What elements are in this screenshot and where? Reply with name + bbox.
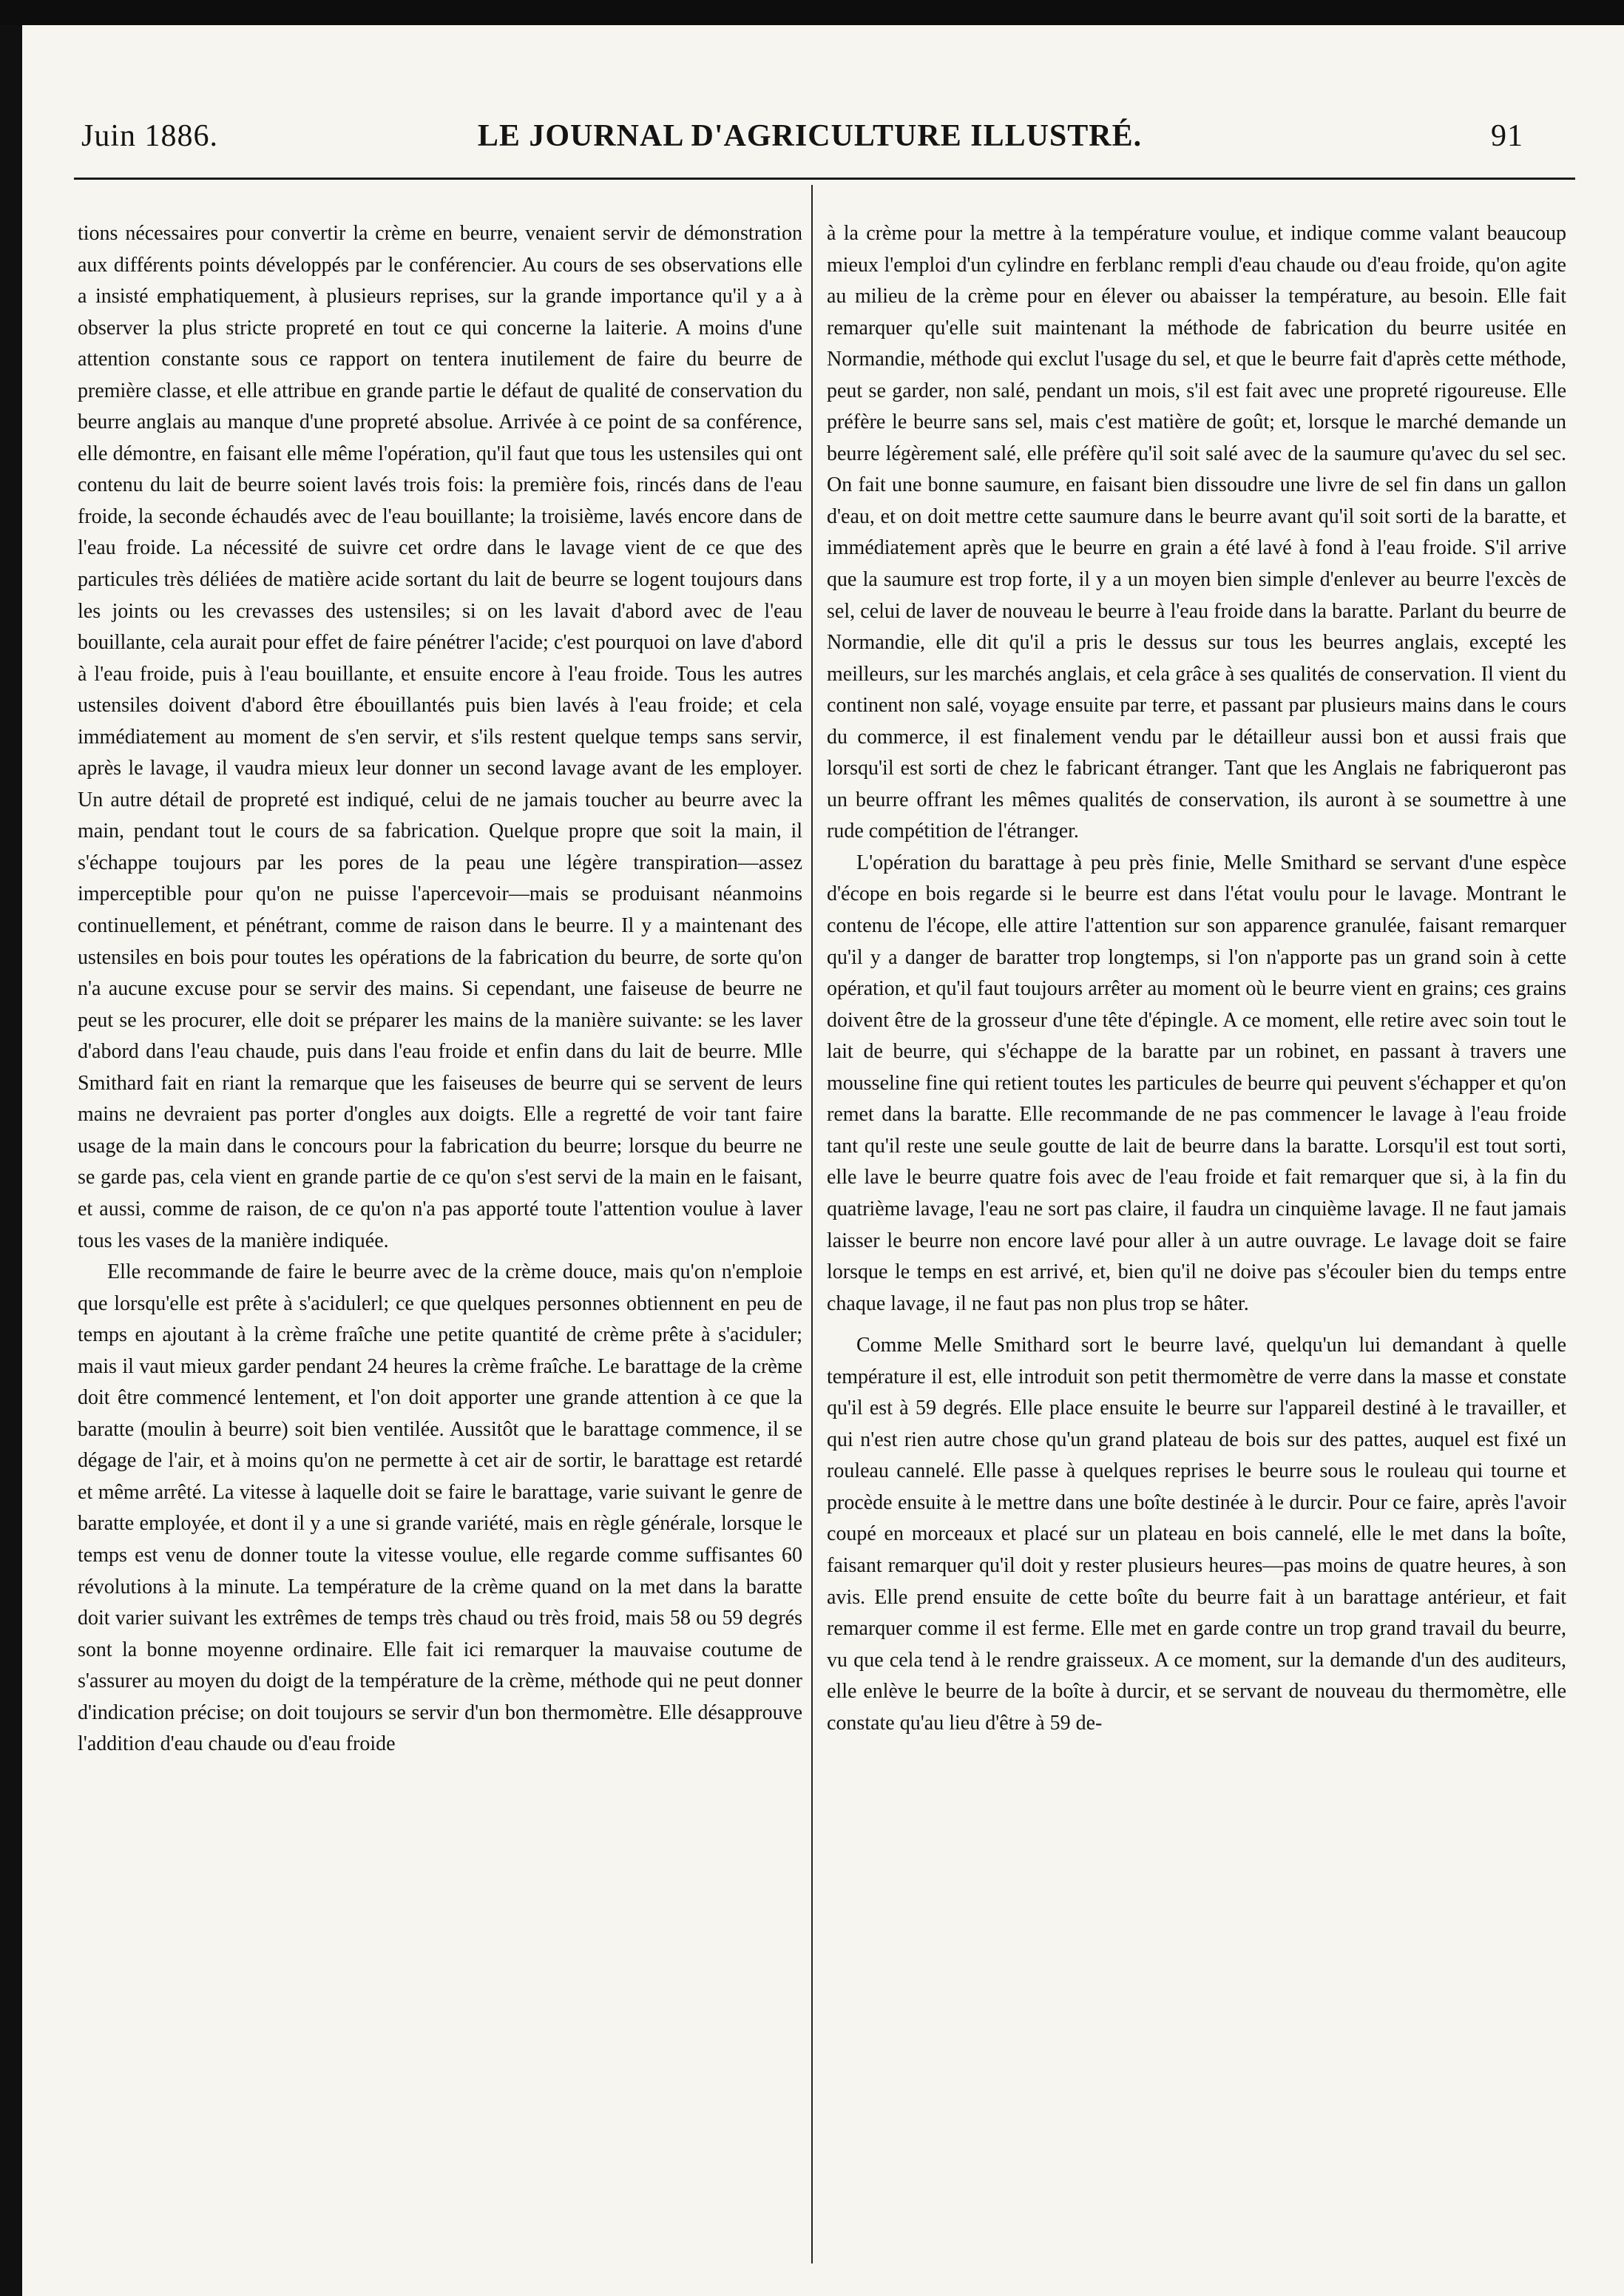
journal-title: LE JOURNAL D'AGRICULTURE ILLUSTRÉ. [477, 119, 1143, 153]
right-paragraph-3: Comme Melle Smithard sort le beurre lavé, quelqu'un lui demandant à quelle température il est, elle introduit son petit thermomètre de verre dans la masse et constate qu'il est à 59 degrés. Elle place ensuite le beurre sur l'appareil destiné à le travailler, et qui n'est rien autre chose qu'un grand plateau de bois sur des pattes, auquel est fixé un rouleau cannelé. Elle passe à quelques reprises le beurre sous le rouleau qui tourne et procède ensuite à le mettre dans une boîte destinée à le durcir. Pour ce faire, après l'avoir coupé en morceaux et placé sur un plateau en bois cannelé, elle le met dans la boîte, faisant remarquer qu'il doit y rester plusieurs heures—pas moins de quatre heures, à son avis. Elle prend ensuite de cette boîte du beurre fait à un barattage antérieur, et fait remarquer comme il est ferme. Elle met en garde contre un trop grand travail du beurre, vu que cela tend à le rendre graisseux. A ce moment, sur la demande d'un des auditeurs, elle enlève le beurre de la boîte à durcir, et se servant de nouveau du thermomètre, elle constate qu'au lieu d'être à 59 de- [827, 1334, 1566, 1735]
column-divider [811, 185, 813, 2263]
left-column [78, 218, 802, 2252]
right-paragraph-2: L'opération du barattage à peu près finie, Melle Smithard se servant d'une espèce d'écope en bois regarde si le beurre est dans l'état voulu pour le lavage. Montrant le contenu de l'écope, elle attire l'attention sur son apparence granulée, faisant remarquer qu'il y a danger de baratter trop longtemps, si l'on n'apporte pas un grand soin à cette opération, et qu'il faut toujours arrêter au moment où le beurre vient en grains; ces grains doivent être de la grosseur d'une tête d'épingle. A ce moment, elle retire avec soin tout le lait de beurre, qui s'échappe de la baratte par un robinet, en passant à travers une mousseline fine qui retient toutes les particules de beurre qui peuvent s'échapper et qu'on remet dans la baratte. Elle recommande de ne pas commencer le lavage à l'eau froide tant qu'il reste une seule goutte de lait de beurre dans la baratte. Lorsqu'il est tout sorti, elle lave le beurre quatre fois avec de l'eau froide et fait remarquer que si, à la fin du quatrième lavage, l'eau ne sort pas claire, il faudra un cinquième lavage. Il ne faut jamais laisser le beurre non encore lavé pour aller à un autre ouvrage. Le lavage doit se faire lorsque le temps en est arrivé, et, bien qu'il ne doive pas s'écouler bien du temps entre chaque lavage, il ne faut pas non plus trop se hâter. [827, 851, 1566, 1315]
left-paragraph-2: Elle recommande de faire le beurre avec de la crème douce, mais qu'on n'emploie que lorsqu'elle est prête à s'acidulerl; ce que quelques personnes obtiennent en peu de temps en ajoutant à la crème fraîche une petite quantité de crème prête à s'aciduler; mais il vaut mieux garder pendant 24 heures la crème fraîche. Le barattage de la crème doit être commencé lentement, et l'on doit apporter une grande attention à ce que la baratte (moulin à beurre) soit bien ventilée. Aussitôt que le barattage commence, il se dégage de l'air, et à moins qu'on ne permette à cet air de sortir, le barattage est retardé et même arrêté. La vitesse à laquelle doit se faire le barattage, varie suivant le genre de baratte employée, et dont il y a une si grande variété, mais en règle générale, lorsque le temps est venu de donner toute la vitesse voulue, elle regarde comme suffisantes 60 révolutions à la minute. La température de la crème quand on la met dans la baratte doit varier suivant les extrêmes de temps très chaud ou très froid, mais 58 ou 59 degrés sont la bonne moyenne ordinaire. Elle fait ici remarquer la mauvaise coutume de s'assurer au moyen du doigt de la température de la crème, méthode qui ne peut donner d'indication précise; on doit toujours se servir d'un bon thermomètre. Elle désapprouve l'addition d'eau chaude ou d'eau froide [78, 1260, 802, 1756]
issue-date: Juin 1886. [81, 119, 219, 153]
page-number: 91 [1491, 119, 1523, 153]
right-paragraph-1: à la crème pour la mettre à la température voulue, et indique comme valant beaucoup mieux l'emploi d'un cylindre en ferblanc rempli d'eau chaude ou d'eau froide, qu'on agite au milieu de la crème pour en élever ou abaisser la température, au besoin. Elle fait remarquer qu'elle suit maintenant la méthode de fabrication du beurre usitée en Normandie, méthode qui exclut l'usage du sel, et que le beurre fait d'après cette méthode, peut se garder, non salé, pendant un mois, s'il est fait avec une propreté rigoureuse. Elle préfère le beurre sans sel, mais c'est matière de goût; et, lorsque le marché demande un beurre légèrement salé, elle préfère qu'il soit salé avec de la saumure qu'avec du sel sec. On fait une bonne saumure, en faisant bien dissoudre une livre de sel fin dans un gallon d'eau, et on doit mettre cette saumure dans le beurre avant qu'il soit sorti de la baratte, et immédiatement après que le beurre en grain a été lavé à fond à l'eau froide. S'il arrive que la saumure est trop forte, il y a un moyen bien simple d'enlever au beurre l'excès de sel, celui de laver de nouveau le beurre à l'eau froide dans la baratte. Parlant du beurre de Normandie, elle dit qu'il a pris le dessus sur tous les beurres anglais, excepté les meilleurs, sur les marchés anglais, et cela grâce à ses qualités de conservation. Il vient du continent non salé, voyage ensuite par terre, et passant par plusieurs mains dans le cours du commerce, il est finalement vendu par le détailleur aussi bon et aussi frais que lorsqu'il est sorti de chez le fabricant étranger. Tant que les Anglais ne fabriqueront pas un beurre offrant les mêmes qualités de conservation, ils auront à se soumettre à une rude compétition de l'étranger. [827, 222, 1566, 843]
top-scan-border [0, 0, 1624, 25]
page-header [52, 118, 1568, 163]
right-column [827, 218, 1566, 2252]
header-rule [74, 178, 1575, 180]
left-scan-border [0, 25, 22, 2296]
left-paragraph-1: tions nécessaires pour convertir la crème en beurre, venaient servir de démonstration aux différents points développés par le conférencier. Au cours de ses observations elle a insisté emphatiquement, à plusieurs reprises, sur la grande importance qu'il y a à observer la plus stricte propreté en tout ce qui concerne la laiterie. A moins d'une attention constante sous ce rapport on tentera inutilement de faire du beurre de première classe, et elle attribue en grande partie le défaut de qualité de conservation du beurre anglais au manque d'une propreté absolue. Arrivée à ce point de sa conférence, elle démontre, en faisant elle même l'opération, qu'il faut que tous les ustensiles qui ont contenu du lait de beurre soient lavés trois fois: la première fois, rincés dans de l'eau froide, la seconde échaudés avec de l'eau bouillante; la troisième, lavés encore dans de l'eau froide. La nécessité de suivre cet ordre dans le lavage vient de ce que des particules très déliées de matière acide sortant du lait de beurre se logent toujours dans les joints ou les crevasses des ustensiles; si on les lavait d'abord avec de l'eau bouillante, cela aurait pour effet de faire pénétrer l'acide; c'est pourquoi on lave d'abord à l'eau froide, puis à l'eau bouillante, et ensuite encore à l'eau froide. Tous les autres ustensiles doivent d'abord être ébouillantés puis bien lavés à l'eau froide; et cela immédiatement au moment de s'en servir, et s'ils restent quelque temps sans servir, après le lavage, il vaudra mieux leur donner un second lavage avant de les employer. Un autre détail de propreté est indiqué, celui de ne jamais toucher au beurre avec la main, pendant tout le cours de sa fabrication. Quelque propre que soit la main, il s'échappe toujours par les pores de la peau une légère transpiration—assez imperceptible pour qu'on ne puisse l'apercevoir—mais se produisant néanmoins continuellement, et pénétrant, comme de raison dans le beurre. Il y a maintenant des ustensiles en bois pour toutes les opérations de la fabrication du beurre, de sorte qu'on n'a aucune excuse pour se servir des mains. Si cependant, une faiseuse de beurre ne peut se les procurer, elle doit se préparer les mains de la manière suivante: se les laver d'abord dans l'eau chaude, puis dans l'eau froide et enfin dans du lait de beurre. Mlle Smithard fait en riant la remarque que les faiseuses de beurre qui se servent de leurs mains ne devraient pas porter d'ongles aux doigts. Elle a regretté de voir tant faire usage de la main dans le concours pour la fabrication du beurre; lorsque du beurre ne se garde pas, cela vient en grande partie de ce qu'on s'est servi de la main en le faisant, et aussi, comme de raison, de ce qu'on n'a pas apporté toute l'attention voulue à laver tous les vases de la manière indiquée. [78, 222, 802, 1252]
